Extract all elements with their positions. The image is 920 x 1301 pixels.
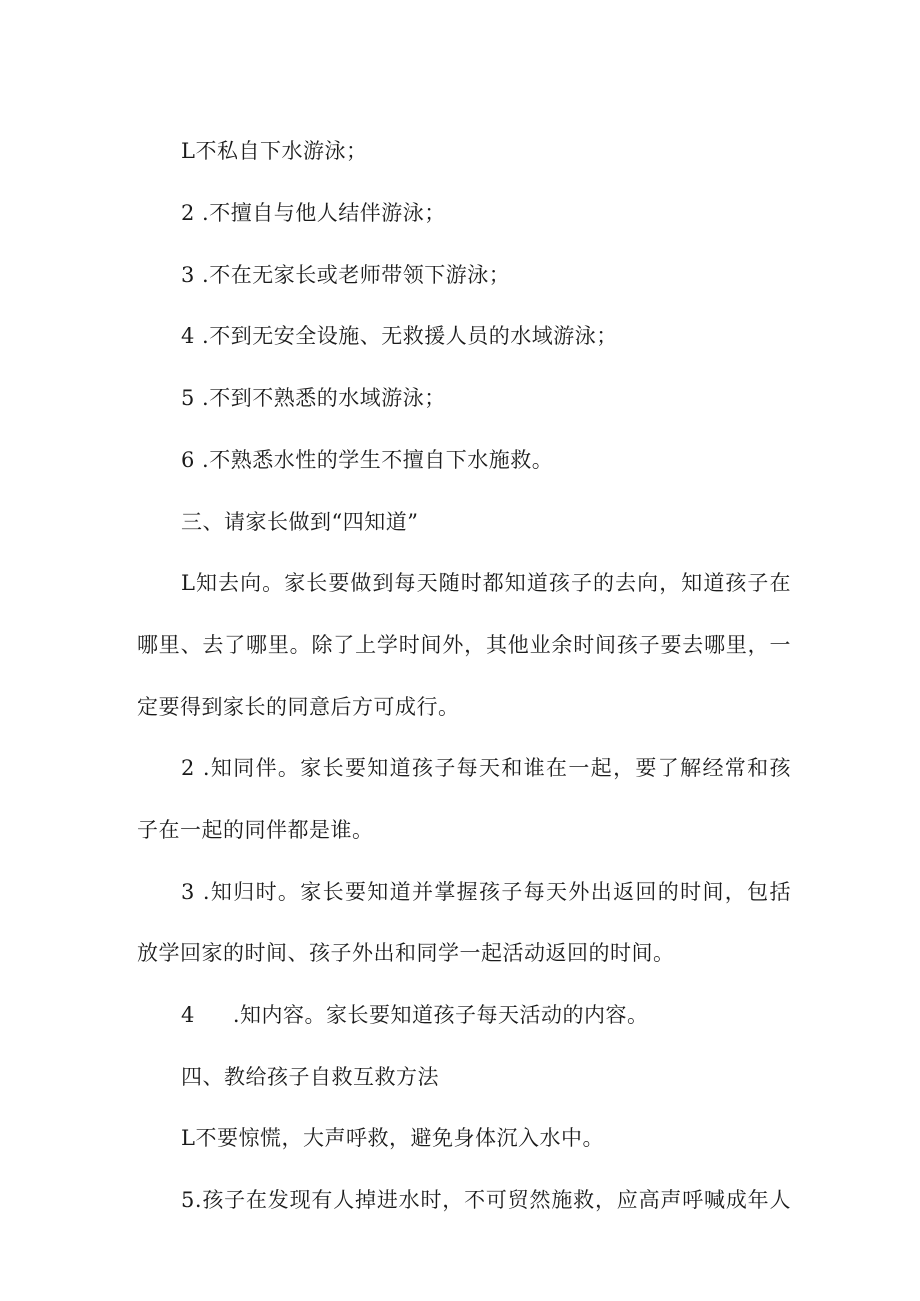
- section-heading-4: 四、教给孩子自救互救方法: [181, 1065, 439, 1089]
- paragraph-know-return-time-line-1: 3 .知归时。家长要知道并掌握孩子每天外出返回的时间，包括: [181, 880, 791, 904]
- paragraph-know-companions-line-2: 子在一起的同伴都是谁。: [137, 818, 374, 842]
- rule-line-6: 6 .不熟悉水性的学生不擅自下水施救。: [181, 448, 554, 472]
- paragraph-know-whereabouts-line-3: 定要得到家长的同意后方可成行。: [137, 695, 460, 719]
- rule-line-1: L不私自下水游泳；: [181, 139, 368, 163]
- paragraph-know-whereabouts-line-1: L知去向。家长要做到每天随时都知道孩子的去向，知道孩子在: [181, 571, 791, 595]
- rule-line-4: 4 .不到无安全设施、无救援人员的水域游泳；: [181, 324, 618, 348]
- paragraph-know-activities: [181, 1001, 841, 1029]
- paragraph-know-return-time-line-2: 放学回家的时间、孩子外出和同学一起活动返回的时间。: [137, 941, 675, 965]
- paragraph-know-whereabouts-line-2: 哪里、去了哪里。除了上学时间外，其他业余时间孩子要去哪里，一: [137, 633, 791, 657]
- rule-line-2: 2 .不擅自与他人结伴游泳；: [181, 201, 446, 225]
- self-rescue-line-2: 5.孩子在发现有人掉进水时，不可贸然施救，应高声呼喊成年人: [181, 1188, 791, 1212]
- paragraph-know-companions-line-1: 2 .知同伴。家长要知道孩子每天和谁在一起，要了解经常和孩: [181, 756, 791, 780]
- self-rescue-line-1: L不要惊慌，大声呼救，避免身体沉入水中。: [181, 1126, 604, 1150]
- rule-line-3: 3 .不在无家长或老师带领下游泳；: [181, 263, 511, 287]
- section-heading-3: 三、请家长做到“四知道”: [181, 510, 419, 534]
- item-number: 4: [181, 1003, 195, 1027]
- rule-line-5: 5 .不到不熟悉的水域游泳；: [181, 386, 446, 410]
- item-text: .知内容。家长要知道孩子每天活动的内容。: [232, 1003, 649, 1027]
